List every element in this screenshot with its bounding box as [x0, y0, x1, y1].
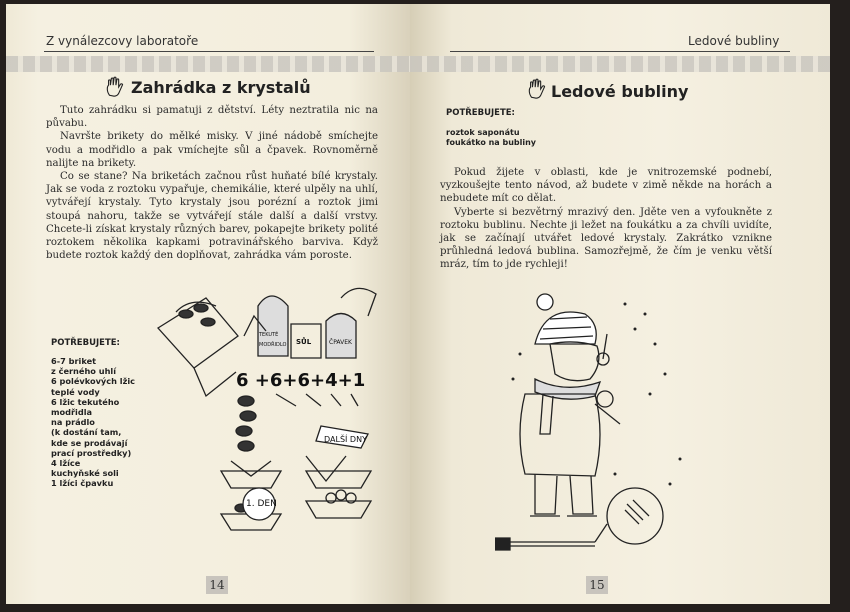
checkered-band: [410, 56, 830, 72]
hand-icon: [526, 78, 548, 100]
list-item: 6 polévkových lžic: [51, 376, 136, 387]
crystal-garden-illustration: [146, 276, 386, 538]
right-body: [440, 166, 772, 272]
formula-label: 6 +6+6+4+1: [236, 370, 366, 391]
jar-label: ČPAVEK: [329, 339, 352, 346]
list-item: roztok saponátu: [446, 128, 520, 137]
winter-bubble-illustration: [495, 284, 705, 564]
list-item: 6 lžic tekutého: [51, 396, 120, 407]
running-head-left: Z vynálezcovy laboratoře: [46, 34, 199, 48]
list-item: foukátko na bubliny: [446, 138, 537, 148]
paragraph: Pokud žijete v oblasti, kde je vnitrozemské podnebí, vyzkoušejte tento návod, až budete v zimě někde na horách a nebudete mít co dělat.: [440, 167, 772, 205]
list-item: prací prostředky): [51, 447, 132, 458]
next-days-label: DALŠÍ DNY: [324, 435, 367, 444]
page-number-left: 14: [206, 576, 228, 594]
list-item: 4 lžíce: [51, 458, 81, 469]
jar-label: TEKUTÉ: [259, 332, 279, 338]
header-rule: [44, 51, 374, 52]
needs-list-right: [446, 128, 596, 148]
list-item: 6-7 briket: [51, 356, 97, 366]
list-item: kde se prodávají: [51, 437, 128, 448]
list-item: z černého uhlí: [51, 366, 117, 377]
right-page: [410, 4, 830, 604]
needs-label-left: POTŘEBUJETE:: [51, 338, 120, 348]
paragraph: Tuto zahrádku si pamatuji z dětství. Léty neztratila nic na půvabu.: [46, 105, 378, 130]
left-page: [6, 4, 410, 604]
hand-icon: [104, 76, 126, 98]
list-item: modřidla: [51, 407, 93, 418]
checkered-band: [6, 56, 410, 72]
list-item: (k dostání tam,: [51, 427, 122, 438]
header-rule: [450, 51, 790, 52]
paragraph: Co se stane? Na briketách začnou růst huňaté bílé krystaly. Jak se voda z roztoku vypařuje, chemikálie, které ulpěly na uhlí, vytvářejí krystaly. Tyto krystaly jsou porézní a roztok jimi stoupá nahoru, takže se vytvářejí stále další a další vrstvy. Chcete-li získat krystaly různých barev, pokapejte brikety polité roztokem několika kapkami potravinářského barviva. Když budete roztok každý den doplňovat, zahrádka vám poroste.: [46, 171, 378, 262]
list-item: teplé vody: [51, 386, 100, 397]
day-one-label: 1. DEN: [246, 499, 277, 509]
page-title-right: Ledové bubliny: [551, 82, 689, 101]
paragraph: Navršte brikety do mělké misky. V jiné nádobě smíchejte vodu a modřidlo a pak vmíchejte sůl a čpavek. Rovnoměrně nalijte na brikety.: [46, 131, 378, 169]
page-title-left: Zahrádka z krystalů: [131, 78, 311, 97]
list-item: na prádlo: [51, 417, 95, 428]
list-item: 1 lžíci čpavku: [51, 478, 114, 489]
needs-list-left: [51, 356, 151, 489]
page-number-right: 15: [586, 576, 608, 594]
list-item: kuchyňské soli: [51, 468, 119, 479]
left-body: [46, 104, 378, 262]
running-head-right: Ledové bubliny: [688, 34, 780, 48]
jar-label: MODŘIDLO: [259, 342, 287, 348]
jar-label: SŮL: [296, 338, 312, 346]
needs-label-right: POTŘEBUJETE:: [446, 108, 515, 118]
paragraph: Vyberte si bezvětrný mrazivý den. Jděte ven a vyfoukněte z roztoku bublinu. Nechte ji ležet na foukátku a za chvíli uvidíte, jak se začínají utvářet ledové krystaly. Zakrátko vznikne průhledná ledová bublina. Samozřejmě, že čím je venku větší mráz, tím to jde rychleji!: [440, 206, 772, 271]
